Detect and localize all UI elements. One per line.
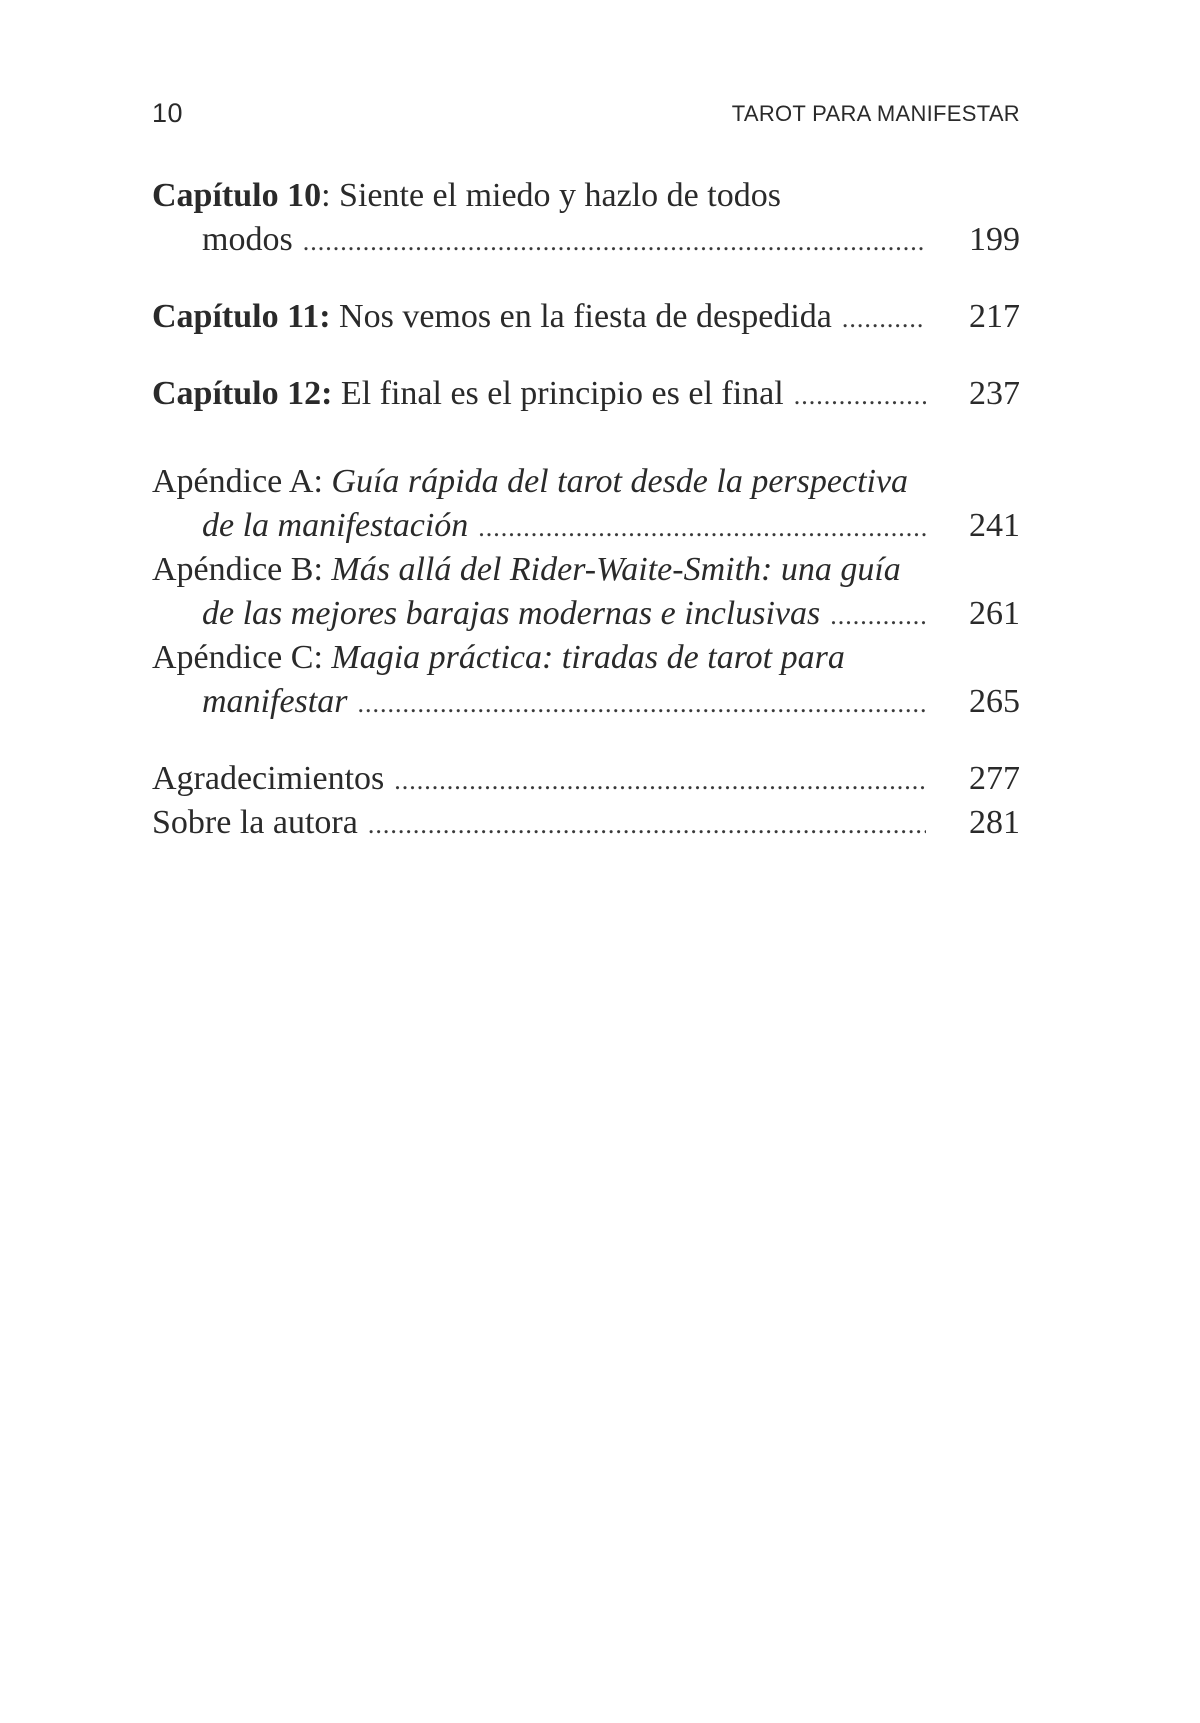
- dot-leader: [357, 682, 926, 726]
- chapter-10-page: 199: [969, 221, 1020, 258]
- dot-leader: [842, 297, 926, 341]
- dot-leader: [394, 759, 926, 803]
- appendix-b-page: 261: [969, 595, 1020, 632]
- running-head: [152, 98, 1020, 138]
- chapter-10-title-line1: Siente el miedo y hazlo de todos: [330, 177, 781, 214]
- chapter-12-title: El final es el principio es el final: [332, 375, 784, 412]
- chapter-10-separator: :: [321, 177, 331, 214]
- toc-entry-appendix-c-line1[interactable]: [152, 636, 1020, 680]
- appendix-c-page: 265: [969, 683, 1020, 720]
- dot-leader: [368, 803, 926, 847]
- chapter-10-title-line2: modos: [202, 221, 293, 258]
- appendix-b-title-line1: Más allá del Rider-Waite-Smith: una guía: [331, 551, 901, 588]
- appendix-b-title-line2: de las mejores barajas modernas e inclusivas: [202, 595, 821, 632]
- toc-entry-chapter-11[interactable]: [152, 295, 1020, 339]
- dot-leader: [303, 220, 926, 264]
- toc-entry-chapter-12[interactable]: [152, 372, 1020, 416]
- chapter-11-title: Nos vemos en la fiesta de despedida: [330, 298, 832, 335]
- appendix-c-label: Apéndice C:: [152, 639, 332, 676]
- book-title: TAROT PARA MANIFESTAR: [731, 101, 1020, 126]
- table-of-contents: [152, 174, 1020, 845]
- about-author-title: Sobre la autora: [152, 804, 358, 841]
- about-author-page: 281: [969, 804, 1020, 841]
- toc-entry-acknowledgements[interactable]: [152, 757, 1020, 801]
- chapter-11-label: Capítulo 11:: [152, 298, 331, 335]
- appendix-a-title-line2: de la manifestación: [202, 507, 469, 544]
- appendix-a-page: 241: [969, 507, 1020, 544]
- chapter-11-page: 217: [969, 298, 1020, 335]
- dot-leader: [830, 594, 926, 638]
- appendix-b-label: Apéndice B:: [152, 551, 332, 588]
- acknowledgements-title: Agradecimientos: [152, 760, 385, 797]
- toc-entry-appendix-c-line2[interactable]: [152, 680, 1020, 724]
- chapter-12-label: Capítulo 12:: [152, 375, 333, 412]
- toc-entry-about-author[interactable]: [152, 801, 1020, 845]
- appendix-a-title-line1: Guía rápida del tarot desde la perspectiva: [331, 463, 909, 500]
- acknowledgements-page: 277: [969, 760, 1020, 797]
- chapter-10-label: Capítulo 10: [152, 177, 322, 214]
- toc-entry-chapter-10-line2[interactable]: [152, 218, 1020, 262]
- appendix-c-title-line2: manifestar: [202, 683, 348, 720]
- chapter-12-page: 237: [969, 375, 1020, 412]
- toc-entry-appendix-b-line1[interactable]: [152, 548, 1020, 592]
- toc-entry-appendix-b-line2[interactable]: [152, 592, 1020, 636]
- dot-leader: [478, 506, 926, 550]
- page-number: 10: [152, 98, 184, 128]
- toc-entry-appendix-a-line1[interactable]: [152, 460, 1020, 504]
- appendix-c-title-line1: Magia práctica: tiradas de tarot para: [331, 639, 845, 676]
- toc-entry-chapter-10-line1[interactable]: [152, 174, 1020, 218]
- dot-leader: [794, 374, 926, 418]
- appendix-a-label: Apéndice A:: [152, 463, 332, 500]
- toc-entry-appendix-a-line2[interactable]: [152, 504, 1020, 548]
